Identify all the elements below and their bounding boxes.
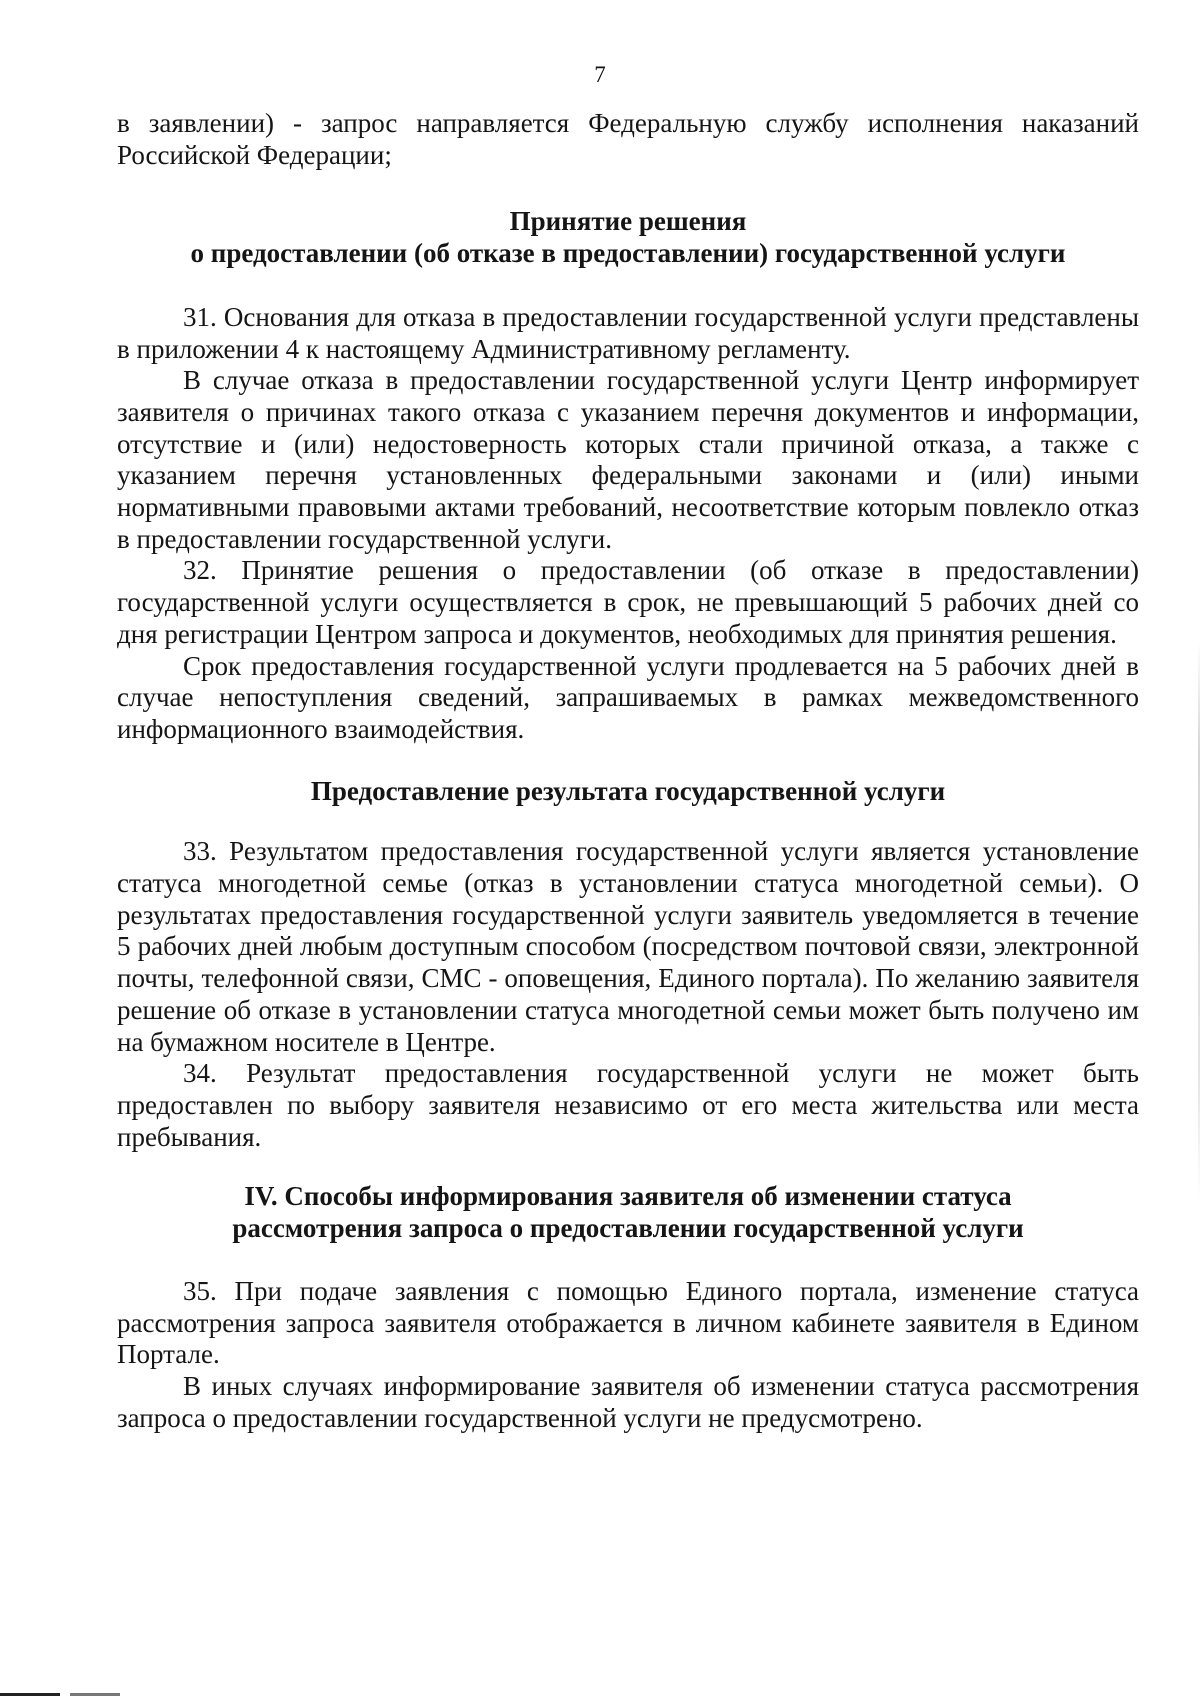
intro-paragraph: в заявлении) - запрос направляется Федеральную службу исполнения наказаний Российской Федерации; <box>117 108 1139 170</box>
paragraph-32: 32. Принятие решения о предоставлении (об отказе в предоставлении) государственной услуги осуществляется в срок, не превышающий 5 рабочих дней со дня регистрации Центром запроса и документов, необходимых для принятия решения. <box>117 555 1139 649</box>
page-number: 7 <box>594 62 606 87</box>
paragraph-33: 33. Результатом предоставления государственной услуги является установление статуса многодетной семье (отказ в установлении статуса многодетной семьи). О результатах предоставления государственной услуги заявитель уведомляется в течение 5 рабочих дней любым доступным способом (посредством почтовой связи, электронной почты, телефонной связи, СМС - оповещения, Единого портала). По желанию заявителя решение об отказе в установлении статуса многодетной семьи может быть получено им на бумажном носителе в Центре. <box>117 836 1139 1057</box>
paragraph-31-refusal: В случае отказа в предоставлении государственной услуги Центр информирует заявителя о причинах такого отказа с указанием перечня документов и информации, отсутствие и (или) недостоверность которых стали причиной отказа, а также с указанием перечня установленных федеральными законами и (или) иными нормативными правовыми актами требований, несоответствие которым повлекло отказ в предоставлении государственной услуги. <box>117 365 1139 554</box>
document-body <box>117 108 1139 1434</box>
decision-heading-line-1: Принятие решения <box>509 206 747 237</box>
decision-section-heading <box>117 206 1139 269</box>
section-iv-heading-line-2: рассмотрения запроса о предоставлении государственной услуги <box>232 1213 1024 1244</box>
paragraph-35: 35. При подаче заявления с помощью Единого портала, изменение статуса рассмотрения запроса заявителя отображается в личном кабинете заявителя в Едином Портале. <box>117 1275 1139 1370</box>
decision-heading-line-2: о предоставлении (об отказе в предоставлении) государственной услуги <box>190 238 1066 269</box>
section-iv-heading-line-1: IV. Способы информирования заявителя об изменении статуса <box>244 1181 1012 1212</box>
paragraph-31: 31. Основания для отказа в предоставлении государственной услуги представлены в приложении 4 к настоящему Административному регламенту. <box>117 301 1139 364</box>
section-iv-heading <box>117 1181 1139 1244</box>
paragraph-32-extension: Срок предоставления государственной услуги продлевается на 5 рабочих дней в случае непоступления сведений, запрашиваемых в рамках межведомственного информационного взаимодействия. <box>117 650 1139 744</box>
paragraph-35-other: В иных случаях информирование заявителя об изменении статуса рассмотрения запроса о предоставлении государственной услуги не предусмотрено. <box>117 1370 1139 1433</box>
result-section-heading: Предоставление результата государственной услуги <box>310 775 946 806</box>
paragraph-34: 34. Результат предоставления государственной услуги не может быть предоставлен по выбору заявителя независимо от его места жительства или места пребывания. <box>117 1058 1139 1152</box>
